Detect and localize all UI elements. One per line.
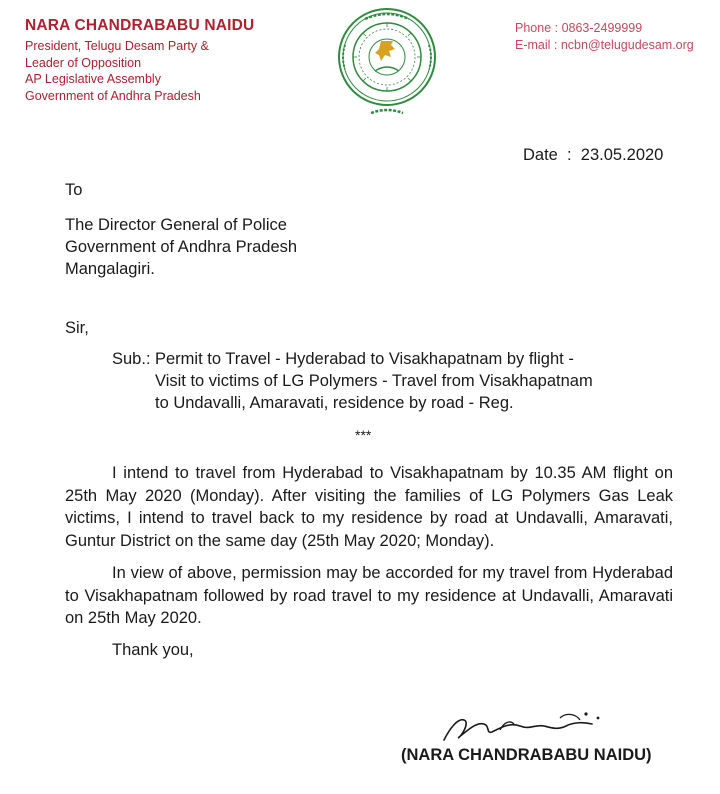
subject	[112, 348, 672, 414]
sender-title-line: AP Legislative Assembly	[25, 72, 161, 86]
handwritten-signature-icon	[440, 700, 620, 750]
closing: Thank you,	[112, 641, 194, 659]
letterhead-contact	[515, 20, 715, 54]
recipient-line: Mangalagiri.	[65, 260, 155, 278]
phone-number: Phone : 0863-2499999	[515, 21, 643, 35]
sender-title-line: President, Telugu Desam Party &	[25, 39, 209, 53]
subject-line: to Undavalli, Amaravati, residence by road - Reg.	[155, 394, 514, 412]
sender-title-line: Government of Andhra Pradesh	[25, 88, 201, 103]
recipient-line: Government of Andhra Pradesh	[65, 238, 298, 256]
email-address: E-mail : ncbn@telugudesam.org	[515, 38, 694, 52]
greeting: Sir,	[65, 319, 89, 337]
sender-title-line: Leader of Opposition	[25, 55, 142, 70]
body-paragraph: In view of above, permission may be accorded for my travel from Hyderabad to Visakhapatnam followed by road travel to my residence at Undavalli, Amaravati on 25th May 2020.	[65, 564, 673, 627]
subject-label: Sub.:	[112, 350, 151, 368]
andhra-pradesh-emblem-icon	[335, 5, 439, 121]
separator: ***	[355, 427, 372, 443]
salutation-to: To	[65, 181, 83, 199]
body-paragraph: I intend to travel from Hyderabad to Visakhapatnam by 10.35 AM flight on 25th May 2020 (Monday). After visiting the families of LG Polymers Gas Leak victims, I intend to travel back to my residence by road at Undavalli, Amaravati, Guntur District on the same day (25th May 2020; Monday).	[65, 464, 673, 550]
sender-name: NARA CHANDRABABU NAIDU	[25, 17, 255, 34]
signatory-name: (NARA CHANDRABABU NAIDU)	[401, 746, 652, 764]
recipient-line: The Director General of Police	[65, 216, 287, 234]
letter-date: Date : 23.05.2020	[523, 146, 664, 164]
subject-line: Permit to Travel - Hyderabad to Visakhapatnam by flight -	[155, 350, 574, 368]
recipient-address	[65, 214, 297, 280]
subject-line: Visit to victims of LG Polymers - Travel from Visakhapatnam	[155, 372, 593, 390]
letterhead-sender	[25, 17, 325, 104]
